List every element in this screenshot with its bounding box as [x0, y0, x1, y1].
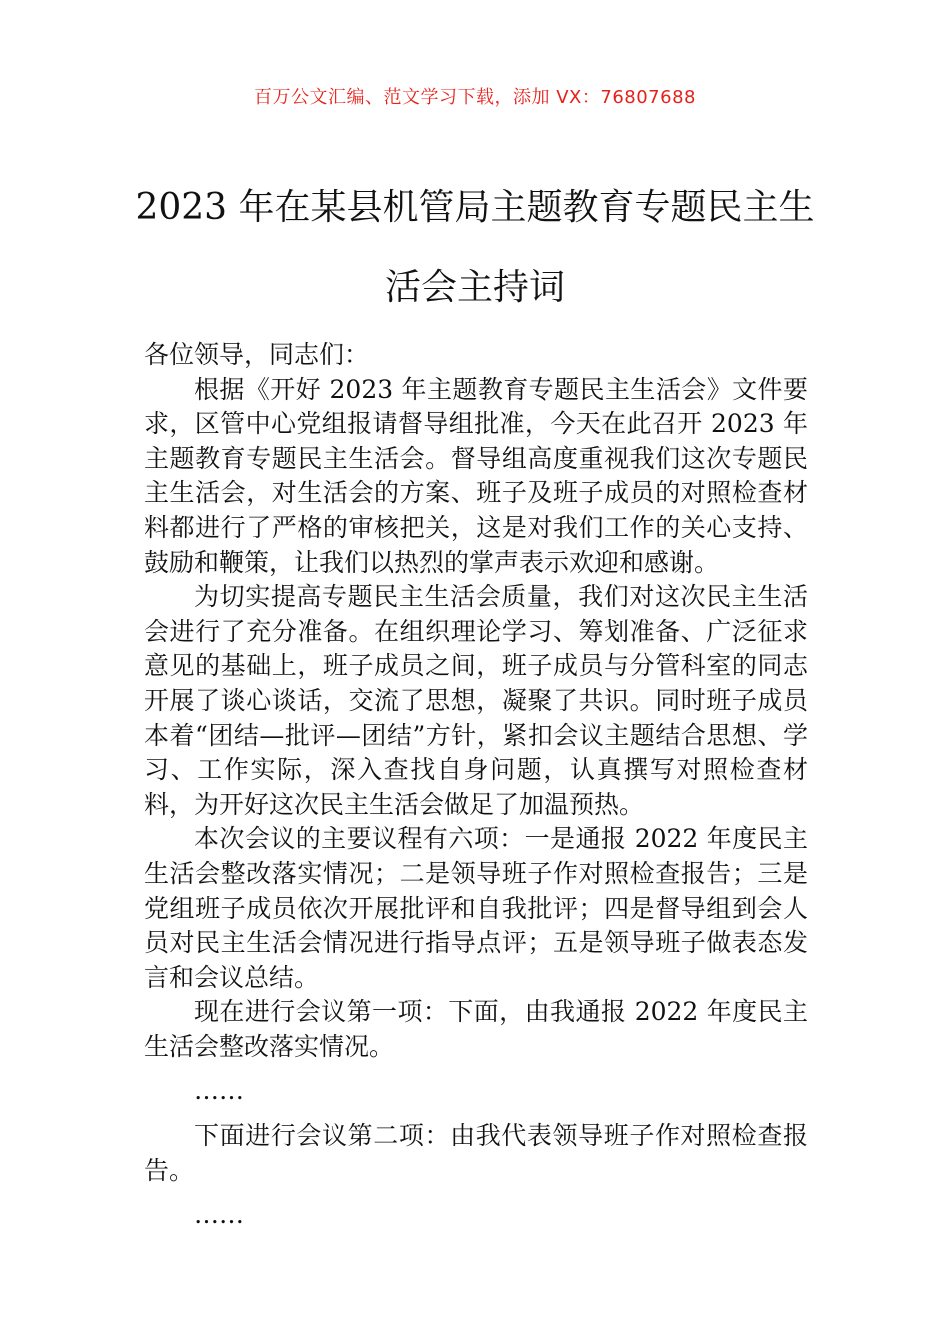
ellipsis-1: …… — [194, 1076, 244, 1106]
paragraph-5: 下面进行会议第二项：由我代表领导班子作对照检查报告。 — [144, 1121, 808, 1185]
paragraph-3: 本次会议的主要议程有六项：一是通报 2022 年度民主生活会整改落实情况；二是领导班子作对照检查报告；三是党组班子成员依次开展批评和自我批评；四是督导组到会人员对民主生活会情况进行指导点评；五是领导班子做表态发言和会议总结。 — [144, 824, 808, 992]
title-line-1: 2023 年在某县机管局主题教育专题民主生 — [135, 187, 815, 228]
document-body — [144, 338, 808, 1243]
salutation: 各位领导，同志们： — [144, 340, 370, 369]
document-title — [120, 168, 830, 328]
header-watermark-note: 百万公文汇编、范文学习下载，添加 VX：76807688 — [254, 87, 696, 108]
paragraph-4: 现在进行会议第一项：下面，由我通报 2022 年度民主生活会整改落实情况。 — [144, 997, 808, 1061]
paragraph-2: 为切实提高专题民主生活会质量，我们对这次民主生活会进行了充分准备。在组织理论学习、筹划准备、广泛征求意见的基础上，班子成员之间，班子成员与分管科室的同志开展了谈心谈话，交流了思想，凝聚了共识。同时班子成员本着“团结—批评—团结”方针，紧扣会议主题结合思想、学习、工作实际，深入查找自身问题，认真撰写对照检查材料，为开好这次民主生活会做足了加温预热。 — [144, 582, 808, 819]
paragraph-1: 根据《开好 2023 年主题教育专题民主生活会》文件要求，区管中心党组报请督导组批准，今天在此召开 2023 年主题教育专题民主生活会。督导组高度重视我们这次专题民主生活会，对生活会的方案、班子及班子成员的对照检查材料都进行了严格的审核把关，这是对我们工作的关心支持、鼓励和鞭策，让我们以热烈的掌声表示欢迎和感谢。 — [144, 374, 808, 577]
title-line-2: 活会主持词 — [384, 267, 565, 308]
ellipsis-2: …… — [194, 1200, 244, 1230]
